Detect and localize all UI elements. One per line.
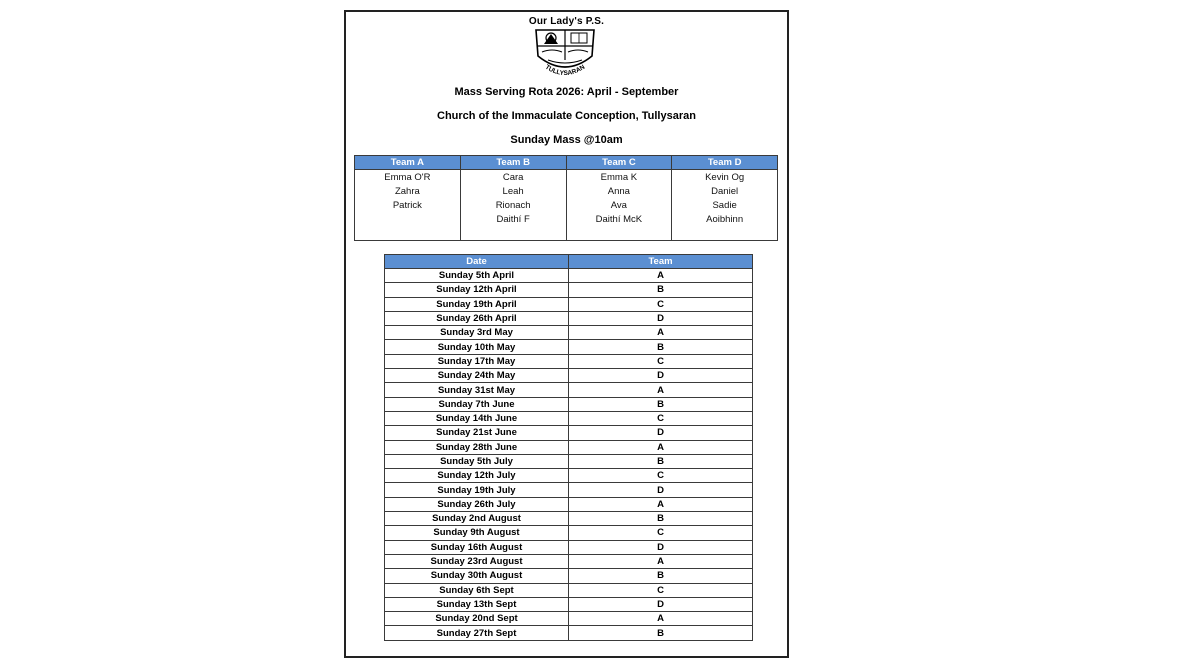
rota-header-date: Date xyxy=(385,255,569,269)
rota-team: A xyxy=(569,383,753,397)
rota-date: Sunday 26th April xyxy=(385,311,569,325)
rota-date: Sunday 2nd August xyxy=(385,512,569,526)
team-header: Team D xyxy=(672,156,778,170)
teams-table xyxy=(354,155,778,241)
rota-team: B xyxy=(569,512,753,526)
rota-row xyxy=(385,626,753,640)
team-member: Daithí F xyxy=(496,214,530,225)
rota-row xyxy=(385,469,753,483)
rota-table xyxy=(384,254,753,641)
rota-team: A xyxy=(569,326,753,340)
rota-date: Sunday 19th July xyxy=(385,483,569,497)
rota-date: Sunday 27th Sept xyxy=(385,626,569,640)
svg-text:TULLYSARAN: TULLYSARAN xyxy=(543,63,587,78)
team-members-cell xyxy=(355,170,461,241)
rota-row xyxy=(385,326,753,340)
rota-team: D xyxy=(569,311,753,325)
team-member: Emma O'R xyxy=(384,172,431,183)
rota-row xyxy=(385,383,753,397)
rota-header-team: Team xyxy=(569,255,753,269)
rota-team: A xyxy=(569,497,753,511)
rota-row xyxy=(385,483,753,497)
rota-team: B xyxy=(569,283,753,297)
team-member: Aoibhinn xyxy=(706,214,744,225)
rota-date: Sunday 16th August xyxy=(385,540,569,554)
team-member: Anna xyxy=(607,186,630,197)
rota-row xyxy=(385,397,753,411)
team-member: Daithí McK xyxy=(595,214,643,225)
rota-row xyxy=(385,340,753,354)
rota-header-row xyxy=(385,255,753,269)
rota-row xyxy=(385,311,753,325)
rota-date: Sunday 6th Sept xyxy=(385,583,569,597)
rota-team: B xyxy=(569,340,753,354)
team-member: Patrick xyxy=(392,200,422,211)
team-member: Daniel xyxy=(711,186,739,197)
rota-team: D xyxy=(569,540,753,554)
rota-title: Mass Serving Rota 2026: April - September xyxy=(454,86,679,98)
mass-time: Sunday Mass @10am xyxy=(510,134,623,146)
rota-date: Sunday 13th Sept xyxy=(385,597,569,611)
rota-date: Sunday 14th June xyxy=(385,411,569,425)
rota-date: Sunday 7th June xyxy=(385,397,569,411)
rota-row xyxy=(385,426,753,440)
rota-team: B xyxy=(569,454,753,468)
rota-team: A xyxy=(569,269,753,283)
rota-date: Sunday 21st June xyxy=(385,426,569,440)
rota-date: Sunday 17th May xyxy=(385,354,569,368)
rota-team: A xyxy=(569,612,753,626)
team-member: Ava xyxy=(610,200,627,211)
team-header: Team B xyxy=(460,156,566,170)
rota-date: Sunday 20nd Sept xyxy=(385,612,569,626)
rota-team: C xyxy=(569,354,753,368)
rota-team: D xyxy=(569,369,753,383)
team-members-cell xyxy=(460,170,566,241)
rota-row xyxy=(385,569,753,583)
rota-row xyxy=(385,612,753,626)
rota-date: Sunday 28th June xyxy=(385,440,569,454)
rota-date: Sunday 19th April xyxy=(385,297,569,311)
rota-team: C xyxy=(569,297,753,311)
rota-team: D xyxy=(569,426,753,440)
rota-date: Sunday 31st May xyxy=(385,383,569,397)
rota-team: C xyxy=(569,526,753,540)
team-members-cell xyxy=(566,170,672,241)
rota-row xyxy=(385,597,753,611)
document-page xyxy=(344,10,789,658)
rota-team: A xyxy=(569,554,753,568)
rota-row xyxy=(385,411,753,425)
team-member: Emma K xyxy=(600,172,638,183)
rota-date: Sunday 3rd May xyxy=(385,326,569,340)
rota-team: C xyxy=(569,411,753,425)
rota-row xyxy=(385,283,753,297)
rota-team: C xyxy=(569,583,753,597)
rota-row xyxy=(385,297,753,311)
team-member: Cara xyxy=(502,172,524,183)
team-member: Rionach xyxy=(495,200,531,211)
teams-header-row xyxy=(355,156,778,170)
rota-row xyxy=(385,540,753,554)
rota-row xyxy=(385,526,753,540)
team-header: Team C xyxy=(566,156,672,170)
school-name: Our Lady's P.S. xyxy=(528,16,605,27)
rota-team: D xyxy=(569,597,753,611)
rota-team: C xyxy=(569,469,753,483)
team-member: Kevin Og xyxy=(705,172,745,183)
rota-row xyxy=(385,554,753,568)
rota-date: Sunday 5th April xyxy=(385,269,569,283)
rota-row xyxy=(385,269,753,283)
school-crest-logo xyxy=(522,16,608,82)
team-members-cell xyxy=(672,170,778,241)
rota-date: Sunday 9th August xyxy=(385,526,569,540)
rota-team: A xyxy=(569,440,753,454)
rota-date: Sunday 12th April xyxy=(385,283,569,297)
rota-date: Sunday 5th July xyxy=(385,454,569,468)
rota-date: Sunday 24th May xyxy=(385,369,569,383)
rota-team: D xyxy=(569,483,753,497)
rota-team: B xyxy=(569,626,753,640)
rota-date: Sunday 23rd August xyxy=(385,554,569,568)
rota-date: Sunday 12th July xyxy=(385,469,569,483)
church-name: Church of the Immaculate Conception, Tullysaran xyxy=(437,110,696,122)
rota-row xyxy=(385,583,753,597)
rota-row xyxy=(385,454,753,468)
rota-row xyxy=(385,354,753,368)
team-member: Leah xyxy=(502,186,524,197)
rota-date: Sunday 30th August xyxy=(385,569,569,583)
team-header: Team A xyxy=(355,156,461,170)
rota-row xyxy=(385,369,753,383)
team-member: Zahra xyxy=(394,186,420,197)
rota-team: B xyxy=(569,569,753,583)
rota-body xyxy=(385,269,753,641)
rota-row xyxy=(385,497,753,511)
team-member: Sadie xyxy=(712,200,737,211)
rota-row xyxy=(385,440,753,454)
rota-team: B xyxy=(569,397,753,411)
rota-date: Sunday 10th May xyxy=(385,340,569,354)
rota-row xyxy=(385,512,753,526)
teams-members-row xyxy=(355,170,778,241)
rota-date: Sunday 26th July xyxy=(385,497,569,511)
